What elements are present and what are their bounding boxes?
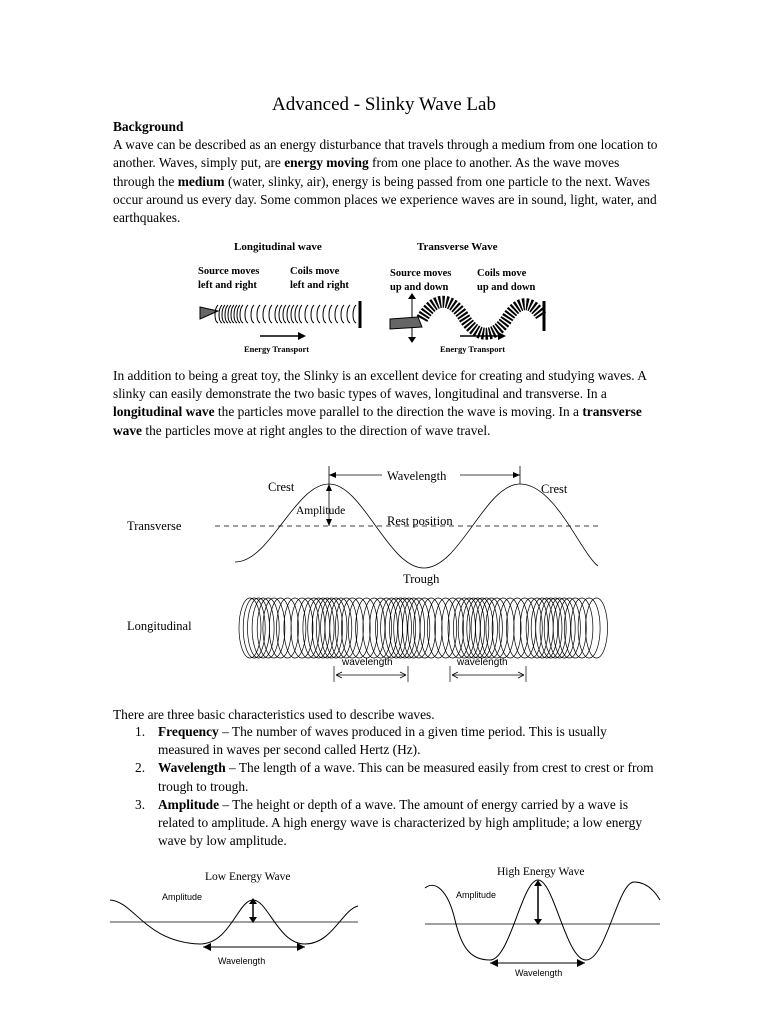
longitudinal-label: Longitudinal: [127, 619, 192, 633]
page-title: Advanced - Slinky Wave Lab: [272, 94, 496, 115]
high-amplitude-label: Amplitude: [456, 890, 497, 900]
trough-label: Trough: [403, 572, 440, 586]
coil-loop: [325, 598, 347, 658]
emphasis-longitudinal-wave: longitudinal wave: [113, 404, 215, 420]
high-wavelength-label: Wavelength: [515, 968, 563, 978]
slinky-text-2: the particles move parallel to the direction the wave is moving. In a: [214, 404, 583, 420]
low-energy-wave-figure: [110, 862, 365, 972]
emphasis-transverse-wave: transverse wave: [113, 404, 642, 438]
coil-loop: [442, 598, 464, 658]
coil-loop: [390, 598, 412, 658]
slinky-text-3: the particles move at right angles to the direction of wave travel.: [142, 422, 491, 438]
coil-loop: [277, 598, 299, 658]
coil-loop: [427, 598, 449, 658]
coil-loop: [394, 598, 416, 658]
coil-loop: [492, 598, 514, 658]
coil-loop: [506, 598, 528, 658]
high-energy-title: High Energy Wave: [497, 866, 585, 878]
coil-loop: [486, 598, 508, 658]
long-energy-label: Energy Transport: [244, 344, 310, 354]
longitudinal-wave-title: Longitudinal wave: [234, 241, 322, 253]
long-source-label-1: Source moves: [198, 266, 260, 277]
characteristics-intro: There are three basic characteristics used to describe waves.: [113, 707, 435, 722]
coil-loop: [571, 598, 593, 658]
coil-loop: [376, 598, 398, 658]
coil-loop: [243, 598, 265, 658]
low-energy-title: Low Energy Wave: [205, 871, 291, 883]
coil-loop: [544, 598, 566, 658]
trans-coils-label-1: Coils move: [477, 268, 527, 279]
coil-loop: [476, 598, 498, 658]
wavelength-1-label: wavelength: [342, 657, 393, 668]
rest-position-label: Rest position: [387, 514, 453, 528]
coil-loop: [385, 598, 407, 658]
background-heading: Background: [113, 119, 184, 134]
coil-loop: [308, 598, 330, 658]
crest-right-label: Crest: [541, 482, 568, 496]
term-amplitude: Amplitude: [158, 796, 220, 812]
long-source-label-2: left and right: [198, 280, 257, 291]
coil-loop: [420, 598, 442, 658]
term-frequency: Frequency: [158, 724, 219, 739]
coil-loop: [257, 598, 279, 658]
coil-loop: [471, 598, 493, 658]
background-section: [113, 118, 658, 227]
coil-loop: [458, 598, 480, 658]
coil-loop: [312, 598, 334, 658]
list-item: 3. Amplitude – The height or depth of a wave. The amount of energy carried by a wave is related to amplitude. A high energy wave is characterized by high amplitude; a low energy wave by low amplitude.: [135, 796, 643, 849]
coil-loop: [578, 598, 600, 658]
longitudinal-coil-drawing: [239, 598, 608, 658]
trans-energy-label: Energy Transport: [440, 344, 506, 354]
coil-loop: [363, 598, 385, 658]
coil-loop: [341, 598, 363, 658]
coil-loop: [408, 598, 430, 658]
low-wavelength-label: Wavelength: [218, 956, 266, 966]
coil-loop: [514, 598, 536, 658]
longitudinal-slinky-drawing: [200, 301, 360, 340]
wave-anatomy-figure: [120, 462, 610, 692]
background-text-1: A wave can be described as an energy disturbance that travels through a medium from one location to another. Waves, simply put, are: [113, 137, 658, 171]
amplitude-label: Amplitude: [296, 505, 346, 517]
characteristics-list: [113, 723, 658, 850]
long-coils-label-1: Coils move: [290, 266, 340, 277]
emphasis-medium: medium: [177, 173, 225, 189]
coil-loop: [239, 598, 261, 658]
coil-loop: [269, 598, 291, 658]
coil-loop: [356, 598, 378, 658]
transverse-label: Transverse: [127, 519, 182, 533]
trans-coils-label-2: up and down: [477, 282, 536, 293]
background-text-3: (water, slinky, air), energy is being passed from one particle to the next. Waves occur around us every day. Some common places we experience waves are in sound, light, water, and earthquakes.: [113, 173, 657, 226]
background-text-2: from one place to another. As the wave moves through the: [113, 155, 620, 189]
coil-loop: [536, 598, 558, 658]
transverse-slinky-drawing: [390, 293, 544, 343]
slinky-wave-types-figure: [190, 235, 570, 360]
slinky-text-1: In addition to being a great toy, the Slinky is an excellent device for creating and studying waves. A slinky can easily demonstrate the two basic types of waves, longitudinal and transverse. In a: [113, 368, 647, 402]
wavelength-label: Wavelength: [387, 469, 447, 483]
term-wavelength: Wavelength: [158, 760, 226, 776]
coil-loop: [463, 598, 485, 658]
list-item: 2. Wavelength – The length of a wave. This can be measured easily from crest to crest or from trough to trough.: [135, 760, 654, 794]
coil-loop: [321, 598, 343, 658]
slinky-intro-paragraph: [113, 367, 658, 440]
coil-loop: [586, 598, 608, 658]
low-amplitude-label: Amplitude: [162, 892, 203, 902]
long-coils-label-2: left and right: [290, 280, 349, 291]
list-item: 1. Frequency – The number of waves produced in a given time period. This is usually measured in waves per second called Hertz (Hz).: [135, 724, 607, 758]
crest-left-label: Crest: [268, 480, 295, 494]
high-energy-wave-figure: [420, 860, 670, 985]
transverse-wave-title: Transverse Wave: [417, 241, 498, 253]
coil-loop: [526, 598, 548, 658]
trans-source-label-1: Source moves: [390, 268, 452, 279]
coil-loop: [291, 598, 313, 658]
trans-source-label-2: up and down: [390, 282, 449, 293]
emphasis-energy-moving: energy moving: [284, 155, 369, 171]
wavelength-2-label: wavelength: [457, 657, 508, 668]
